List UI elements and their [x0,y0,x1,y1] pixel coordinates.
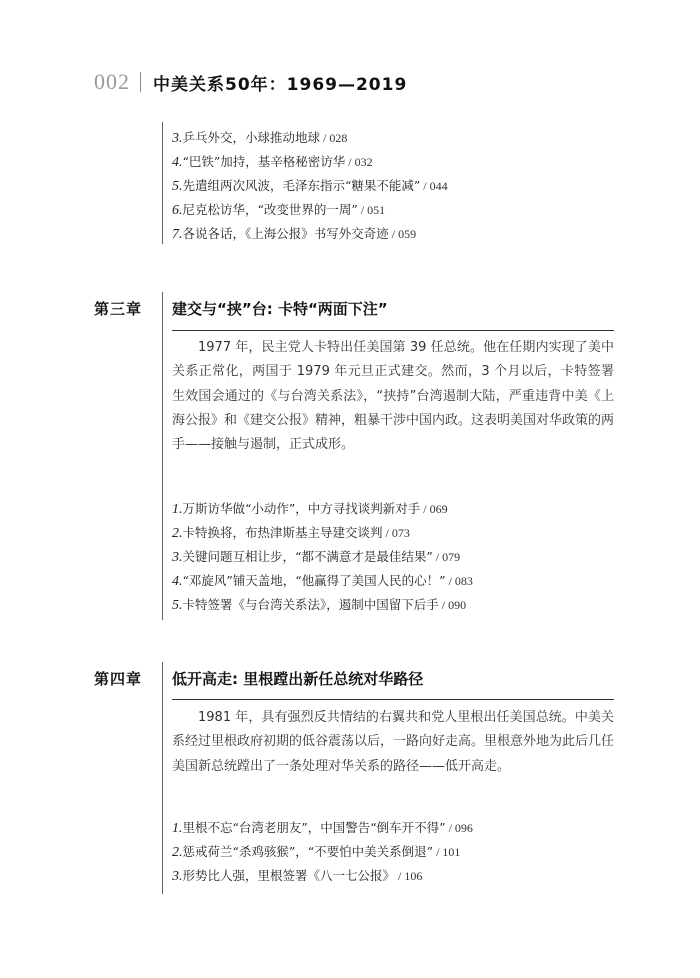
toc-item[interactable]: 3.形势比人强，里根签署《八一七公报》 / 106 [172,868,423,884]
toc-item[interactable]: 5.卡特签署《与台湾关系法》，遏制中国留下后手 / 090 [172,597,467,613]
toc-item[interactable]: 3.乒乓外交，小球推动地球 / 028 [172,130,348,146]
toc-item[interactable]: 2.惩戒荷兰“杀鸡骇猴”，“不要怕中美关系倒退” / 101 [172,844,461,860]
chapter-4-rule [162,662,163,894]
toc-item[interactable]: 7.各说各话，《上海公报》书写外交奇迹 / 059 [172,226,417,242]
chapter-4-title[interactable]: 低开高走: 里根蹚出新任总统对华路径 [172,670,424,688]
toc-item[interactable]: 4.“邓旋风”铺天盖地，“他赢得了美国人民的心！” / 083 [172,573,473,589]
toc-item[interactable]: 6.尼克松访华，“改变世界的一周” / 051 [172,202,386,218]
toc-item[interactable]: 3.关键问题互相让步，“都不满意才是最佳结果” / 079 [172,549,461,565]
toc-item[interactable]: 2.卡特换将，布热津斯基主导建交谈判 / 073 [172,525,410,541]
chapter-3-summary: 1977 年，民主党人卡特出任美国第 39 任总统。他在任期内实现了美中关系正常化，两国于 1979 年元旦正式建交。然而，3 个月以后，卡特签署生效国会通过的《与台湾关系法》，“挟持”台湾遏制大陆，严重违背中美《上海公报》和《建交公报》精神，粗暴干涉中国内政。这表明美国对华政策的两手——接触与遏制，正式成形。 [172,340,615,453]
book-title: 中美关系50年：1969—2019 [153,74,408,95]
toc-item[interactable]: 1.万斯访华做“小动作”，中方寻找谈判新对手 / 069 [172,501,448,517]
chapter-3-divider [172,330,614,331]
chapter-4-divider [172,699,614,700]
toc-item[interactable]: 1.里根不忘“台湾老朋友”，中国警告“倒车开不得” / 096 [172,820,473,836]
chapter-3-label: 第三章 [94,300,143,318]
toc-item[interactable]: 5.先遣组两次风波，毛泽东指示“糖果不能减” / 044 [172,178,448,194]
chapter-3-title[interactable]: 建交与“挟”台: 卡特“两面下注” [172,300,388,318]
chapter-3-toc [172,497,473,617]
page-number: 002 [94,69,130,94]
chapter-4-toc [172,816,473,888]
chapter-3-rule [162,292,163,620]
header-separator [140,72,141,92]
prev-chapter-rule [162,122,163,244]
toc-item[interactable]: 4.“巴铁”加持，基辛格秘密访华 / 032 [172,154,373,170]
chapter-4-label: 第四章 [94,670,143,688]
chapter-4-summary: 1981 年，具有强烈反共情结的右翼共和党人里根出任美国总统。中美关系经过里根政府初期的低谷震荡以后，一路向好走高。里根意外地为此后几任美国新总统蹚出了一条处理对华关系的路径——低开高走。 [172,710,615,774]
running-header [94,66,407,98]
prev-chapter-toc [172,126,448,246]
